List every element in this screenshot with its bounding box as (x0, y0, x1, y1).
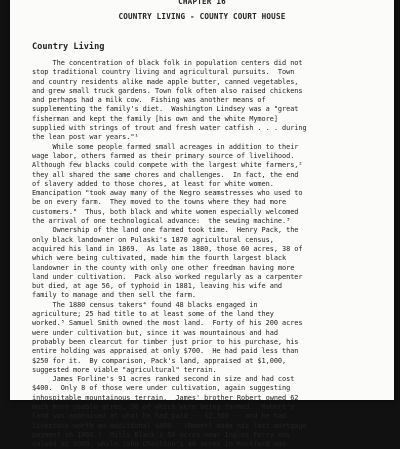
page-title: COUNTRY LIVING - COUNTY COURT HOUSE (118, 12, 286, 21)
text-line: and perhaps had a milk cow. Fishing was another means of (32, 96, 266, 105)
text-line: supplementing the family's diet. Washington Lindsey was a "great (32, 105, 299, 114)
text-line: Emancipation "took away many of the Negro seamstresses who used to (32, 189, 303, 198)
text-line: The 1880 census takers⁴ found 48 blacks engaged in (32, 300, 258, 309)
text-line: $250 for it. By comparison, Pack's land, appraised at $1,000, (32, 356, 287, 365)
text-line: be on every farm. They moved to the towns where they had more (32, 198, 287, 207)
text-line: acquired his land in 1869. As late as 1880, those 60 acres, 38 of (32, 244, 303, 253)
text-line: much more usable acres, 30 of which were being farmed. Robert's (32, 402, 295, 411)
text-line: were under cultivation but, since it was mountainous and had (32, 328, 278, 337)
text-line: $400. Only 8 of those were under cultivation, again suggesting (32, 384, 291, 393)
text-line: customers." Thus, both black and white women especially welcomed (32, 207, 299, 216)
text-line: which were being cultivated, made him the fourth largest black (32, 254, 287, 263)
section-heading: Country Living (32, 42, 105, 52)
text-line: James Forline's 91 acres ranked second in size and had cost (32, 375, 295, 384)
text-line: entire holding was appraised at only $700. He had paid less than (32, 347, 299, 356)
text-line: valued at $900, while John Charlton's 48 acres in Rockford was (32, 440, 287, 449)
text-line: the lean post war years."¹ (32, 133, 139, 142)
text-line: agriculture; 25 had title to at least some of the land they (32, 310, 274, 319)
text-line: of slavery added to those chores, at least for white women. (32, 179, 274, 188)
text-line: livestock worth an additional $400. (Robert made his last mortgage (32, 421, 307, 430)
text-line: The concentration of black folk in population centers did not (32, 59, 303, 67)
document-page (10, 0, 394, 449)
text-line: Ownership of the land one farmed took time. Henry Pack, the (32, 226, 299, 235)
text-line: payment in 1908.) Mills Black's 50 acres near Ingles Ferry was (32, 430, 291, 439)
text-line: wage labor, others farmed as their primary source of livelihood. (32, 151, 295, 160)
text-line: and country residents alike made apple butter, canned vegetables, (32, 77, 299, 86)
text-line: family to manage and then sell the farm. (32, 291, 196, 300)
text-line: supplied with strings of trout and fresh water catfish . . . during (32, 124, 307, 133)
chapter-number: CHAPTER 16 (178, 0, 226, 6)
text-line: While some people farmed small acreages in addition to their (32, 142, 299, 151)
text-line: probably been clearcut for timber just prior to his purchase, his (32, 337, 299, 346)
text-line: land under cultivation. Pack also worked regularly as a carpenter (32, 272, 303, 281)
text-line: only black landowner on Pulaski's 1870 agricultural census, (32, 235, 274, 244)
text-line: but died, at age 56, of typhoid in 1881, leaving his wife and (32, 282, 283, 291)
text-line: suggested more viable "agricultural" terrain. (32, 365, 217, 374)
text-line: landowner in the county with only one other freedman having more (32, 263, 295, 272)
text-line: worked.⁵ Samuel Smith owned the most land. Forty of his 200 acres (32, 319, 303, 328)
text-line: and grew small truck gardens. Town folk often also raised chickens (32, 86, 303, 95)
text-line: stop traditional country living and agricultural pursuits. Town (32, 68, 295, 77)
body-text (32, 59, 392, 449)
text-line: inhospitable mountainous terrain. James' brother Robert owned 62 (32, 393, 299, 402)
text-line: land was appraised at what he had paid -- $2,300 -- and he had (32, 412, 287, 421)
text-line: they all shared the same chores and challenges. In fact, the end (32, 170, 299, 179)
text-line: Although few blacks could compete with the largest white farmers,² (32, 161, 303, 170)
text-line: fisherman and kept the family [his own and the white Mymore] (32, 114, 278, 123)
text-line: the arrival of one technological advance: the sewing machine.³ (32, 217, 291, 226)
